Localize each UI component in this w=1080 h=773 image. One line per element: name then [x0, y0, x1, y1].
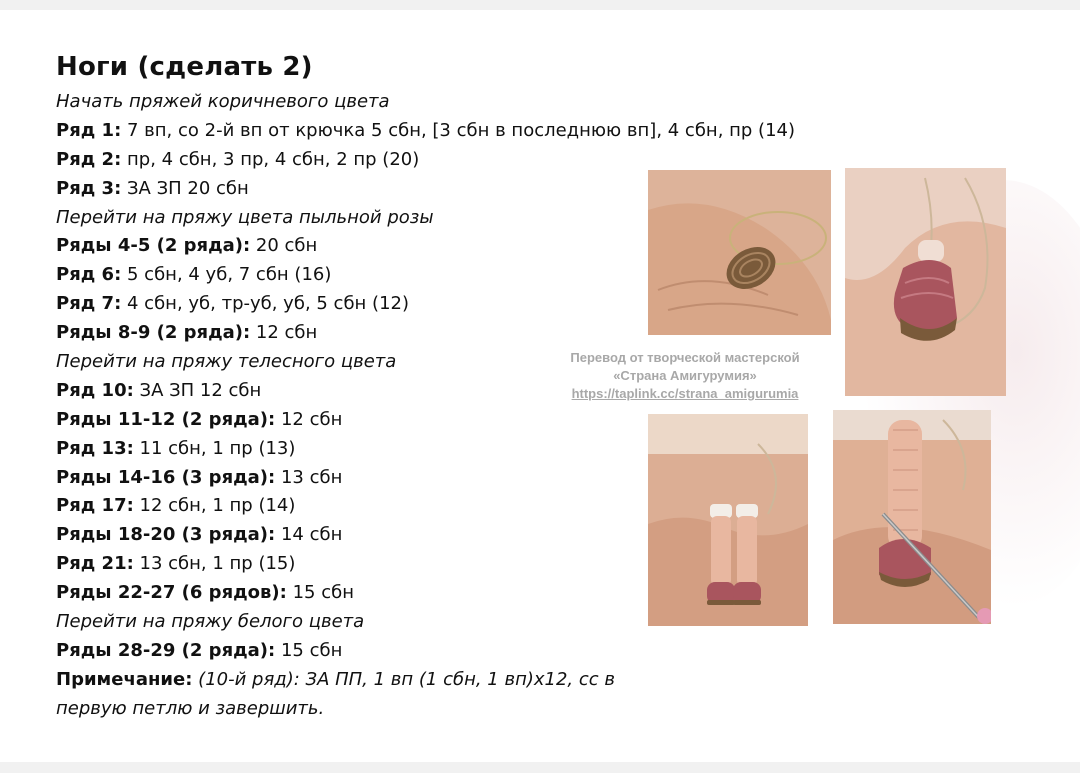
- instruction-italic-text: Перейти на пряжу белого цвета: [56, 611, 365, 633]
- row-instruction: 11 сбн, 1 пр (13): [133, 437, 296, 459]
- row-instruction: 7 вп, со 2-й вп от крючка 5 сбн, [3 сбн в последнюю вп], 4 сбн, пр (14): [121, 119, 796, 141]
- instruction-line: [56, 117, 816, 146]
- photo-two-legs: [648, 414, 808, 626]
- row-instruction-italic: (10-й ряд): ЗА ПП, 1 вп (1 сбн, 1 вп)x12, сс в: [192, 668, 615, 690]
- photo-brown-sole: [648, 170, 831, 335]
- row-instruction: 12 сбн: [250, 322, 318, 344]
- row-label: Ряды 4-5 (2 ряда):: [56, 235, 251, 257]
- row-label: Ряд 3:: [56, 177, 122, 199]
- row-instruction: 12 сбн: [275, 408, 343, 430]
- row-instruction: 15 сбн: [286, 582, 354, 604]
- row-instruction: 13 сбн: [275, 466, 343, 488]
- row-label: Ряды 14-16 (3 ряда):: [56, 466, 276, 488]
- instruction-line: [56, 88, 816, 117]
- translation-credit: [530, 349, 840, 403]
- row-instruction: 4 сбн, уб, тр-уб, уб, 5 сбн (12): [121, 293, 409, 315]
- row-instruction: пр, 4 сбн, 3 пр, 4 сбн, 2 пр (20): [121, 148, 420, 170]
- row-instruction: 13 сбн, 1 пр (15): [133, 553, 296, 575]
- row-label: Ряды 22-27 (6 рядов):: [56, 582, 287, 604]
- instruction-italic-text: Перейти на пряжу телесного цвета: [56, 351, 397, 373]
- row-instruction: 5 сбн, 4 уб, 7 сбн (16): [121, 264, 332, 286]
- row-label: Ряд 10:: [56, 379, 134, 401]
- row-instruction: 14 сбн: [275, 524, 343, 546]
- photo-pink-shoe: [845, 168, 1006, 396]
- row-instruction: 20 сбн: [250, 235, 318, 257]
- instruction-italic-text: Начать пряжей коричневого цвета: [56, 91, 390, 112]
- credit-line-2: «Страна Амигурумия»: [613, 368, 757, 383]
- row-instruction: ЗА ЗП 20 сбн: [121, 177, 249, 199]
- row-label: Ряд 1:: [56, 119, 122, 141]
- photo-brown-sole-illustration: [648, 170, 831, 335]
- row-label: Ряд 6:: [56, 264, 122, 286]
- credit-line-1: Перевод от творческой мастерской: [570, 350, 800, 365]
- instruction-line: [56, 695, 816, 724]
- row-label: Примечание:: [56, 668, 193, 690]
- row-label: Ряд 17:: [56, 495, 134, 517]
- credit-link[interactable]: https://taplink.cc/strana_amigurumia: [571, 386, 799, 401]
- photo-two-legs-illustration: [648, 414, 808, 626]
- instruction-italic-text: первую петлю и завершить.: [56, 697, 325, 719]
- row-label: Ряд 21:: [56, 553, 134, 575]
- photo-leg-with-hook: [833, 410, 991, 624]
- row-label: Ряд 7:: [56, 293, 122, 315]
- row-instruction: 15 сбн: [275, 639, 343, 661]
- photo-leg-with-hook-illustration: [833, 410, 991, 624]
- row-instruction: ЗА ЗП 12 сбн: [133, 379, 262, 401]
- row-instruction: 12 сбн, 1 пр (14): [133, 495, 296, 517]
- row-label: Ряд 13:: [56, 437, 134, 459]
- row-label: Ряд 2:: [56, 148, 122, 170]
- document-page: [0, 10, 1080, 762]
- row-label: Ряды 28-29 (2 ряда):: [56, 639, 276, 661]
- instruction-italic-text: Перейти на пряжу цвета пыльной розы: [56, 206, 434, 228]
- instruction-line: [56, 666, 816, 695]
- photo-pink-shoe-illustration: [845, 168, 1006, 396]
- page-title: Ноги (сделать 2): [56, 52, 313, 82]
- row-label: Ряды 11-12 (2 ряда):: [56, 408, 276, 430]
- row-label: Ряды 8-9 (2 ряда):: [56, 322, 251, 344]
- instruction-line: [56, 637, 816, 666]
- row-label: Ряды 18-20 (3 ряда):: [56, 524, 276, 546]
